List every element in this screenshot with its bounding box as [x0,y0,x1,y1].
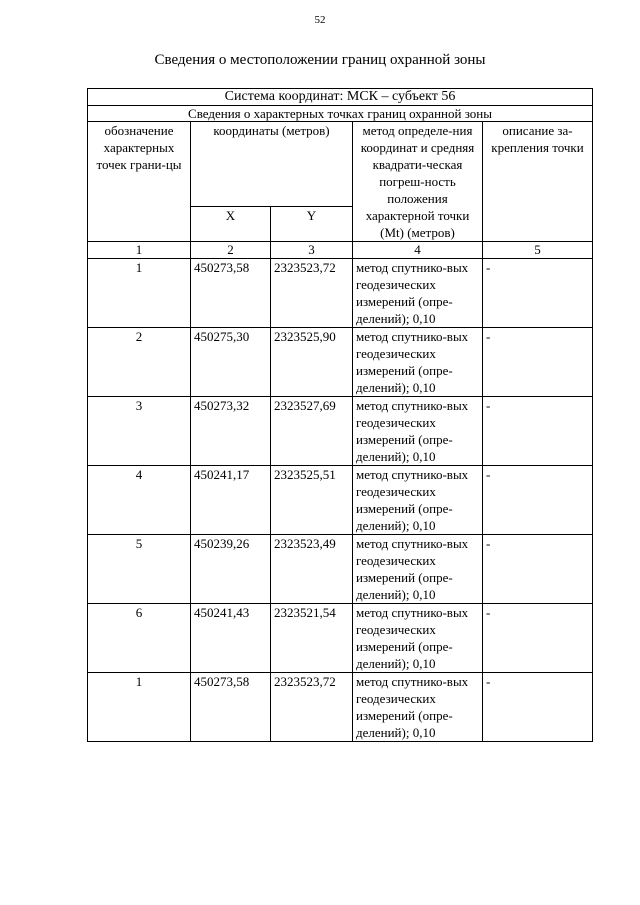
header-method: метод определе-ния координат и средняя квадрати-ческая погреш-ность положения характерной точки (Mt) (метров) [353,122,483,242]
table-row [88,535,593,604]
method-cell: метод спутнико-вых геодезических измерений (опре-делений); 0,10 [353,535,483,604]
coord-y: 2323521,54 [271,604,353,673]
description-cell: - [483,259,593,328]
point-id: 1 [88,259,191,328]
description-cell: - [483,673,593,742]
coordinate-system-row [88,89,593,106]
column-number: 2 [191,242,271,259]
point-id: 1 [88,673,191,742]
coord-x: 450273,58 [191,259,271,328]
method-cell: метод спутнико-вых геодезических измерений (опре-делений); 0,10 [353,397,483,466]
column-number: 3 [271,242,353,259]
header-y: Y [271,207,353,242]
page-title: Сведения о местоположении границ охранной зоны [154,52,486,68]
description-cell: - [483,397,593,466]
header-coordinates: координаты (метров) [191,122,353,207]
page-number: 52 [314,14,326,26]
table-subtitle-cell: Сведения о характерных точках границ охранной зоны [88,106,593,122]
column-number-row [88,242,593,259]
description-cell: - [483,328,593,397]
coord-x: 450239,26 [191,535,271,604]
table-row [88,604,593,673]
coord-y: 2323525,90 [271,328,353,397]
boundary-points-table [87,88,593,742]
table-row [88,259,593,328]
coord-y: 2323523,72 [271,673,353,742]
method-cell: метод спутнико-вых геодезических измерений (опре-делений); 0,10 [353,604,483,673]
header-description: описание за-крепления точки [483,122,593,242]
header-row [88,122,593,207]
table-row [88,673,593,742]
coord-y: 2323523,49 [271,535,353,604]
description-cell: - [483,466,593,535]
point-id: 2 [88,328,191,397]
point-id: 4 [88,466,191,535]
method-cell: метод спутнико-вых геодезических измерений (опре-делений); 0,10 [353,328,483,397]
point-id: 6 [88,604,191,673]
method-cell: метод спутнико-вых геодезических измерений (опре-делений); 0,10 [353,466,483,535]
coord-y: 2323527,69 [271,397,353,466]
table-subtitle-row [88,106,593,122]
table-row [88,466,593,535]
coord-x: 450273,32 [191,397,271,466]
method-cell: метод спутнико-вых геодезических измерений (опре-делений); 0,10 [353,259,483,328]
column-number: 5 [483,242,593,259]
point-id: 5 [88,535,191,604]
coord-y: 2323523,72 [271,259,353,328]
column-number: 1 [88,242,191,259]
header-x: X [191,207,271,242]
point-id: 3 [88,397,191,466]
description-cell: - [483,535,593,604]
header-designation: обозначение характерных точек грани-цы [88,122,191,242]
method-cell: метод спутнико-вых геодезических измерений (опре-делений); 0,10 [353,673,483,742]
table-row [88,328,593,397]
coord-x: 450241,43 [191,604,271,673]
coord-x: 450241,17 [191,466,271,535]
coord-x: 450275,30 [191,328,271,397]
table-row [88,397,593,466]
coord-y: 2323525,51 [271,466,353,535]
description-cell: - [483,604,593,673]
coord-x: 450273,58 [191,673,271,742]
coordinate-system-cell: Система координат: МСК – субъект 56 [88,89,593,106]
column-number: 4 [353,242,483,259]
